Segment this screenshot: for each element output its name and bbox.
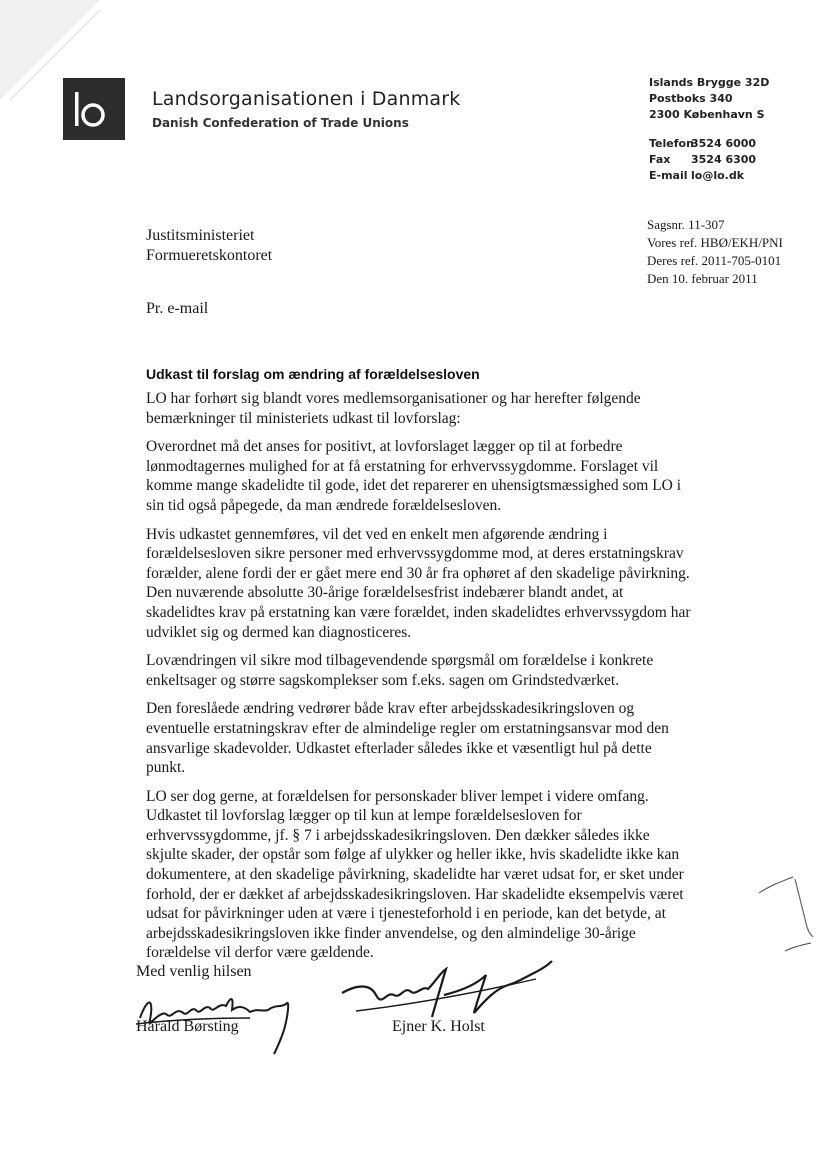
delivery-method: Pr. e-mail (146, 300, 209, 317)
letter-body (146, 389, 694, 972)
org-name-english: Danish Confederation of Trade Unions (152, 116, 409, 130)
reference-block (647, 216, 783, 288)
phone-row (649, 136, 769, 152)
phone-label: Telefon (649, 137, 694, 150)
lo-logo-icon (63, 78, 125, 140)
recipient-line-1: Justitsministeriet (146, 227, 255, 244)
signer-name-1: Harald Børsting (136, 1018, 239, 1035)
org-header (152, 88, 460, 130)
phone-value: 3524 6000 (691, 137, 757, 150)
our-reference: Vores ref. HBØ/EKH/PNI (647, 235, 783, 250)
lo-logo (63, 78, 125, 140)
body-paragraph: Hvis udkastet gennemføres, vil det ved en enkelt men afgørende ændring i forældelsesloven sikre personer med erhvervssygdomme mod, at deres erstatningskrav forælder, alene fordi der er gået mere end 30 år fra ophøret af den skadelige påvirkning. Den nuværende absolutte 30-årige forældelsesfrist indebærer blandt andet, at skadelidtes krav på erstatning kan være forældet, inden skadelidtes erhvervssygdom har udviklet sig og dermed kan diagnosticeres. (146, 525, 691, 641)
signer-name-2: Ejner K. Holst (392, 1018, 485, 1035)
email-row (649, 168, 769, 184)
address-street: Islands Brygge 32D (649, 76, 770, 89)
body-paragraph: Den foreslåede ændring vedrører både krav efter arbejdsskadesikringsloven og eventuelle erstatningskrav efter de almindelige regler om erstatningsansvar mod den ansvarlige skadevolder. Udkastet efterlader således ikke et væsentligt hul på dette punkt. (146, 700, 669, 777)
email-label: E-mail (649, 169, 688, 182)
recipient-block (146, 226, 272, 266)
fax-row (649, 152, 769, 168)
your-reference: Deres ref. 2011-705-0101 (647, 253, 782, 268)
email-value: lo@lo.dk (691, 169, 745, 182)
address-pobox: Postboks 340 (649, 92, 733, 105)
org-name: Landsorganisationen i Danmark (152, 88, 461, 110)
recipient-line-2: Formueretskontoret (146, 247, 273, 264)
body-paragraph: LO ser dog gerne, at forældelsen for personskader bliver lempet i videre omfang. Udkastet til lovforslag lægger op til kun at lempe forældelsesloven for erhvervssygdomme, jf. § 7 i arbejdsskadesikringsloven. Den dækker således ikke skjulte skader, der opstår som følge af ulykker og heller ikke, hvis skadelidte ikke kan dokumentere, at den skadelige påvirkning, skadelidte har været udsat for, er sket under forhold, der er dækket af arbejdsskadesikringsloven. Har skadelidte eksempelvis været udsat for påvirkninger uden at være i tjenesteforhold i en periode, kan det betyde, at arbejdsskadesikringsloven ikke finder anvendelse, og den almindelige 30-årige forældelse vil derfor være gældende. (146, 787, 684, 962)
body-paragraph: LO har forhørt sig blandt vores medlemsorganisationer og har herefter følgende bemærkninger til ministeriets udkast til lovforslag: (146, 390, 641, 427)
signature-harald-borsting (130, 968, 310, 1058)
body-paragraph: Lovændringen vil sikre mod tilbagevendende spørgsmål om forældelse i konkrete enkeltsager og større sagskomplekser som f.eks. sagen om Grindstedværket. (146, 652, 654, 689)
case-number: Sagsnr. 11-307 (647, 217, 725, 232)
fax-label: Fax (649, 153, 671, 166)
address-city: 2300 København S (649, 108, 765, 121)
letter-subject: Udkast til forslag om ændring af forældelsesloven (146, 366, 480, 382)
contact-block (649, 75, 769, 184)
closing-greeting: Med venlig hilsen (136, 963, 252, 980)
fax-value: 3524 6300 (691, 153, 757, 166)
body-paragraph: Overordnet må det anses for positivt, at lovforslaget lægger op til at forbedre lønmodtagernes mulighed for at få erstatning for erhvervssygdomme. Forslaget vil komme mange skadelidte til gode, idet det reparerer en uhensigtsmæssighed som LO i sin tid også påpegede, da man ændrede forældelsesloven. (146, 438, 682, 514)
letter-date: Den 10. februar 2011 (647, 271, 758, 286)
margin-pen-marks (755, 875, 815, 955)
